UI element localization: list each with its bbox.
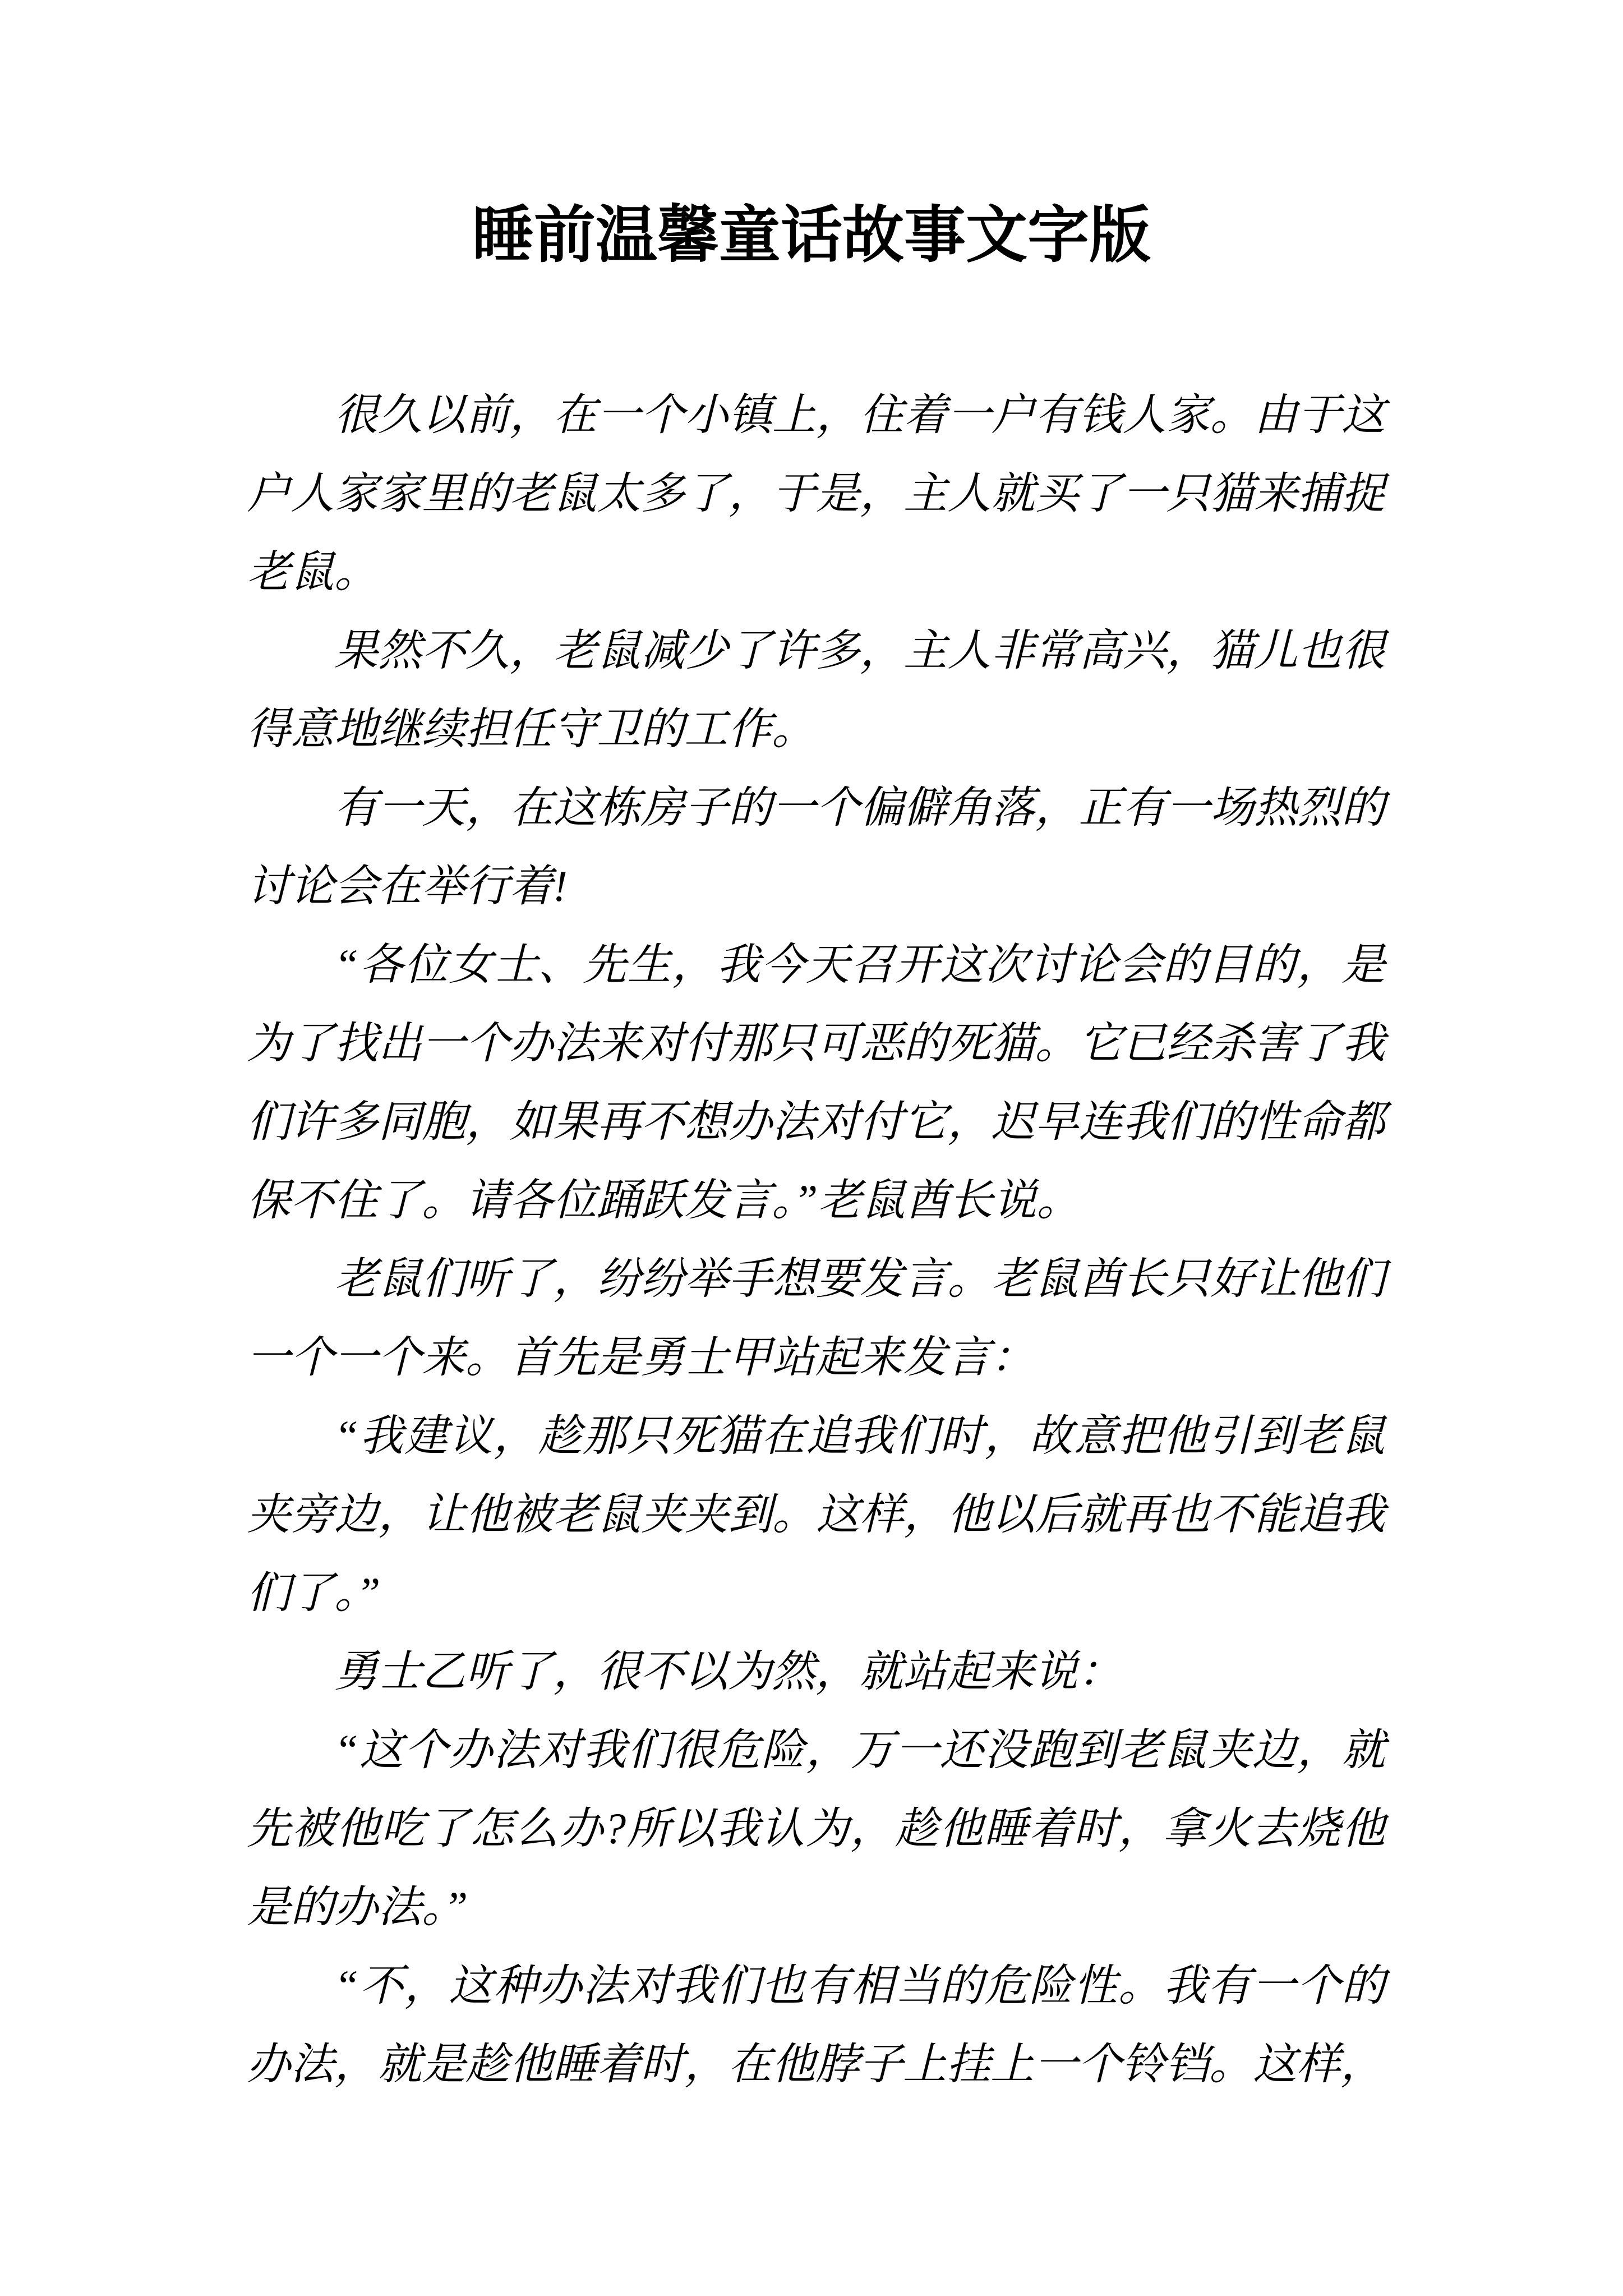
story-paragraph: “不，这种办法对我们也有相当的危险性。我有一个的办法，就是趁他睡着时，在他脖子上挂上一个铃铛。这样， <box>247 1961 1385 2088</box>
story-paragraph: 很久以前，在一个小镇上，住着一户有钱人家。由于这户人家家里的老鼠太多了，于是，主人就买了一只猫来捕捉老鼠。 <box>247 390 1385 596</box>
story-paragraph: 有一天，在这栋房子的一个偏僻角落，正有一场热烈的讨论会在举行着! <box>247 783 1385 910</box>
story-body <box>247 376 1385 2104</box>
story-paragraph: “这个办法对我们很危险，万一还没跑到老鼠夹边，就先被他吃了怎么办?所以我认为，趁他睡着时，拿火去烧他是的办法。” <box>247 1726 1385 1931</box>
story-paragraph: “我建议，趁那只死猫在追我们时，故意把他引到老鼠夹旁边，让他被老鼠夹夹到。这样，他以后就再也不能追我们了。” <box>247 1411 1385 1617</box>
story-paragraph: 老鼠们听了，纷纷举手想要发言。老鼠酋长只好让他们一个一个来。首先是勇士甲站起来发言： <box>247 1254 1385 1382</box>
story-paragraph: 果然不久，老鼠减少了许多，主人非常高兴，猫儿也很得意地继续担任守卫的工作。 <box>247 626 1385 753</box>
story-paragraph: “各位女士、先生，我今天召开这次讨论会的目的，是为了找出一个办法来对付那只可恶的死猫。它已经杀害了我们许多同胞，如果再不想办法对付它，迟早连我们的性命都保不住了。请各位踊跃发言。”老鼠酋长说。 <box>247 940 1385 1225</box>
document-title: 睡前温馨童话故事文字版 <box>472 201 1151 270</box>
story-paragraph: 勇士乙听了，很不以为然，就站起来说： <box>334 1647 1122 1696</box>
